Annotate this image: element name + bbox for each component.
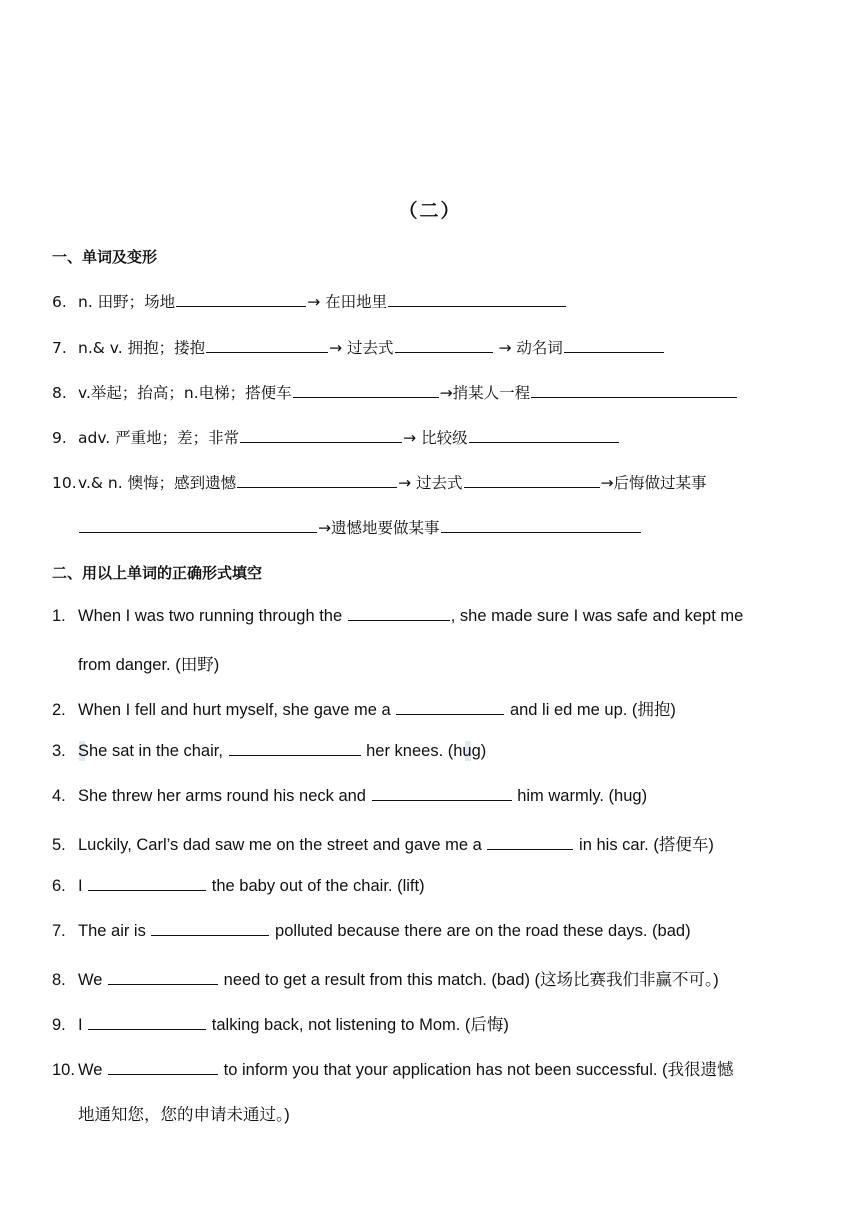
item-number: 7. (52, 922, 66, 940)
item-text: → 过去式 (398, 474, 463, 492)
item-text: v.& n. 懊悔；感到遗憾 (78, 474, 237, 492)
answer-blank[interactable] (469, 428, 619, 443)
item-number: 3. (52, 742, 66, 760)
fill-item-6 (52, 876, 816, 896)
answer-blank[interactable] (388, 292, 566, 307)
item-number: 4. (52, 787, 66, 805)
item-text: him warmly. (hug) (517, 787, 648, 805)
fill-item-4 (52, 786, 816, 806)
item-text: →后悔做过某事 (600, 474, 707, 492)
item-number: 5. (52, 836, 66, 854)
vocab-item-8 (52, 381, 816, 403)
answer-blank[interactable] (487, 835, 573, 850)
item-text: to inform you that your application has not been successful. (我很遗憾 (223, 1061, 734, 1079)
section-2-heading: 二、用以上单词的正确形式填空 (52, 564, 263, 582)
item-text: → 在田地里 (307, 293, 388, 311)
item-number: 9. (52, 429, 67, 447)
item-text: → 过去式 (329, 339, 394, 357)
vocab-item-10 (52, 471, 816, 493)
answer-blank[interactable] (151, 921, 269, 936)
item-text: →捎某人一程 (439, 384, 531, 402)
item-number: 8. (52, 971, 66, 989)
item-number: 6. (52, 293, 67, 311)
fill-item-7 (52, 921, 816, 941)
item-text: talking back, not listening to Mom. (后悔) (211, 1016, 509, 1034)
vocab-item-10-continued (78, 516, 642, 538)
item-text: → 动名词 (498, 339, 563, 357)
item-text: n. 田野；场地 (78, 293, 176, 311)
answer-blank[interactable] (531, 383, 737, 398)
vocab-item-6 (52, 290, 816, 312)
fill-item-10 (52, 1056, 816, 1080)
vocab-item-9 (52, 426, 816, 448)
fill-item-5 (52, 831, 816, 855)
item-text: need to get a result from this match. (bad) (这场比赛我们非赢不可。) (223, 971, 719, 989)
fill-item-3 (52, 741, 816, 761)
answer-blank[interactable] (372, 786, 512, 801)
fill-item-2 (52, 696, 816, 720)
item-text: v.举起；抬高；n.电梯；搭便车 (78, 384, 292, 402)
answer-blank[interactable] (176, 292, 306, 307)
item-text: the baby out of the chair. (lift) (211, 877, 425, 895)
item-text: She sat in the chair, (78, 742, 223, 760)
item-number: 8. (52, 384, 67, 402)
item-number: 9. (52, 1016, 66, 1034)
answer-blank[interactable] (108, 1060, 218, 1075)
item-number: 10. (52, 474, 77, 492)
vocab-item-7 (52, 336, 816, 358)
answer-blank[interactable] (348, 606, 450, 621)
answer-blank[interactable] (88, 876, 206, 891)
answer-blank[interactable] (441, 518, 641, 533)
answer-blank[interactable] (88, 1015, 206, 1030)
answer-blank[interactable] (464, 473, 600, 488)
item-number: 10. (52, 1061, 75, 1079)
item-text: , she made sure I was safe and kept me (450, 607, 744, 625)
answer-blank[interactable] (237, 473, 397, 488)
item-number: 7. (52, 339, 67, 357)
answer-blank[interactable] (206, 338, 328, 353)
fill-item-8 (52, 966, 816, 990)
answer-blank[interactable] (108, 970, 218, 985)
answer-blank[interactable] (79, 518, 317, 533)
item-text: and li ed me up. (拥抱) (509, 701, 676, 719)
item-text: I (78, 1016, 83, 1034)
fill-item-1-continued: from danger. (田野) (78, 656, 220, 674)
item-text: n.& v. 拥抱；搂抱 (78, 339, 206, 357)
answer-blank[interactable] (229, 741, 361, 756)
item-text: →遗憾地要做某事 (318, 519, 440, 537)
item-text: → 比较级 (403, 429, 468, 447)
answer-blank[interactable] (395, 338, 493, 353)
item-number: 2. (52, 701, 66, 719)
item-text: She threw her arms round his neck and (78, 787, 366, 805)
item-text: Luckily, Carl’s dad saw me on the street and gave me a (78, 836, 482, 854)
item-number: 6. (52, 877, 66, 895)
item-text: I (78, 877, 83, 895)
item-text: We (78, 1061, 103, 1079)
item-text: When I fell and hurt myself, she gave me a (78, 701, 391, 719)
answer-blank[interactable] (564, 338, 664, 353)
page-title: （二） (398, 200, 462, 222)
answer-blank[interactable] (240, 428, 402, 443)
item-text: her knees. (hug) (366, 742, 487, 760)
item-text: polluted because there are on the road these days. (bad) (275, 922, 691, 940)
section-1-heading: 一、单词及变形 (52, 248, 158, 266)
item-number: 1. (52, 607, 66, 625)
answer-blank[interactable] (396, 700, 504, 715)
item-text: The air is (78, 922, 146, 940)
fill-item-10-continued: 地通知您，您的申请未通过。) (78, 1106, 290, 1124)
item-text: When I was two running through the (78, 607, 343, 625)
item-text: We (78, 971, 103, 989)
fill-item-9 (52, 1011, 816, 1035)
item-text: adv. 严重地；差；非常 (78, 429, 240, 447)
answer-blank[interactable] (293, 383, 439, 398)
fill-item-1 (52, 606, 816, 626)
item-text: in his car. (搭便车) (579, 836, 714, 854)
